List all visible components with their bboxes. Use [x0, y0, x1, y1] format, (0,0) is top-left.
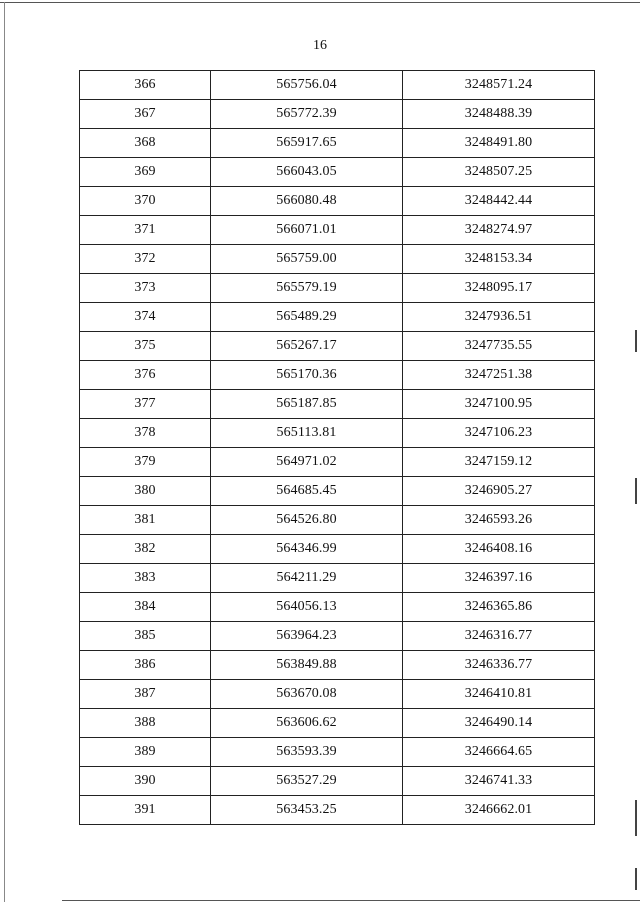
- y-coordinate-cell: 3247159.12: [403, 448, 595, 477]
- table-row: [80, 535, 595, 564]
- scan-margin-mark: [635, 478, 637, 504]
- x-coordinate-cell: 563964.23: [211, 622, 403, 651]
- table-row: [80, 158, 595, 187]
- y-coordinate-cell: 3247100.95: [403, 390, 595, 419]
- table-row: [80, 274, 595, 303]
- x-coordinate-cell: 563593.39: [211, 738, 403, 767]
- point-number-cell: 376: [80, 361, 211, 390]
- point-number-cell: 384: [80, 593, 211, 622]
- table-row: [80, 680, 595, 709]
- x-coordinate-cell: 565759.00: [211, 245, 403, 274]
- x-coordinate-cell: 566080.48: [211, 187, 403, 216]
- point-number-cell: 389: [80, 738, 211, 767]
- point-number-cell: 368: [80, 129, 211, 158]
- table-row: [80, 71, 595, 100]
- table-row: [80, 245, 595, 274]
- coordinate-table-body: [80, 71, 595, 825]
- table-row: [80, 593, 595, 622]
- point-number-cell: 371: [80, 216, 211, 245]
- point-number-cell: 383: [80, 564, 211, 593]
- x-coordinate-cell: 565772.39: [211, 100, 403, 129]
- x-coordinate-cell: 563527.29: [211, 767, 403, 796]
- point-number-cell: 375: [80, 332, 211, 361]
- point-number-cell: 387: [80, 680, 211, 709]
- table-row: [80, 709, 595, 738]
- page-number: 16: [313, 38, 327, 53]
- x-coordinate-cell: 565489.29: [211, 303, 403, 332]
- point-number-cell: 373: [80, 274, 211, 303]
- scan-top-edge: [0, 2, 640, 3]
- table-row: [80, 767, 595, 796]
- table-row: [80, 361, 595, 390]
- y-coordinate-cell: 3246490.14: [403, 709, 595, 738]
- point-number-cell: 369: [80, 158, 211, 187]
- y-coordinate-cell: 3248507.25: [403, 158, 595, 187]
- x-coordinate-cell: 564526.80: [211, 506, 403, 535]
- scan-margin-mark: [635, 800, 637, 836]
- x-coordinate-cell: 565579.19: [211, 274, 403, 303]
- y-coordinate-cell: 3247251.38: [403, 361, 595, 390]
- x-coordinate-cell: 565917.65: [211, 129, 403, 158]
- x-coordinate-cell: 563606.62: [211, 709, 403, 738]
- x-coordinate-cell: 564211.29: [211, 564, 403, 593]
- point-number-cell: 377: [80, 390, 211, 419]
- y-coordinate-cell: 3246365.86: [403, 593, 595, 622]
- x-coordinate-cell: 565113.81: [211, 419, 403, 448]
- coordinate-table: [79, 70, 595, 825]
- point-number-cell: 372: [80, 245, 211, 274]
- y-coordinate-cell: 3246664.65: [403, 738, 595, 767]
- scan-bottom-edge: [62, 900, 640, 901]
- table-row: [80, 506, 595, 535]
- scan-margin-mark: [635, 330, 637, 352]
- point-number-cell: 388: [80, 709, 211, 738]
- y-coordinate-cell: 3246905.27: [403, 477, 595, 506]
- x-coordinate-cell: 565267.17: [211, 332, 403, 361]
- y-coordinate-cell: 3246336.77: [403, 651, 595, 680]
- table-row: [80, 622, 595, 651]
- point-number-cell: 379: [80, 448, 211, 477]
- x-coordinate-cell: 565756.04: [211, 71, 403, 100]
- point-number-cell: 390: [80, 767, 211, 796]
- table-row: [80, 564, 595, 593]
- table-row: [80, 332, 595, 361]
- x-coordinate-cell: 563453.25: [211, 796, 403, 825]
- y-coordinate-cell: 3248488.39: [403, 100, 595, 129]
- y-coordinate-cell: 3246397.16: [403, 564, 595, 593]
- table-row: [80, 100, 595, 129]
- x-coordinate-cell: 563849.88: [211, 651, 403, 680]
- table-row: [80, 187, 595, 216]
- table-row: [80, 738, 595, 767]
- point-number-cell: 391: [80, 796, 211, 825]
- y-coordinate-cell: 3248491.80: [403, 129, 595, 158]
- x-coordinate-cell: 564685.45: [211, 477, 403, 506]
- y-coordinate-cell: 3246408.16: [403, 535, 595, 564]
- x-coordinate-cell: 564971.02: [211, 448, 403, 477]
- y-coordinate-cell: 3247106.23: [403, 419, 595, 448]
- point-number-cell: 367: [80, 100, 211, 129]
- y-coordinate-cell: 3246410.81: [403, 680, 595, 709]
- point-number-cell: 380: [80, 477, 211, 506]
- y-coordinate-cell: 3246593.26: [403, 506, 595, 535]
- y-coordinate-cell: 3246316.77: [403, 622, 595, 651]
- y-coordinate-cell: 3248153.34: [403, 245, 595, 274]
- y-coordinate-cell: 3248442.44: [403, 187, 595, 216]
- table-row: [80, 448, 595, 477]
- y-coordinate-cell: 3248095.17: [403, 274, 595, 303]
- x-coordinate-cell: 563670.08: [211, 680, 403, 709]
- table-row: [80, 477, 595, 506]
- table-row: [80, 390, 595, 419]
- x-coordinate-cell: 564346.99: [211, 535, 403, 564]
- scan-left-edge: [4, 2, 5, 902]
- y-coordinate-cell: 3248571.24: [403, 71, 595, 100]
- point-number-cell: 370: [80, 187, 211, 216]
- point-number-cell: 381: [80, 506, 211, 535]
- point-number-cell: 386: [80, 651, 211, 680]
- y-coordinate-cell: 3246741.33: [403, 767, 595, 796]
- y-coordinate-cell: 3248274.97: [403, 216, 595, 245]
- point-number-cell: 366: [80, 71, 211, 100]
- x-coordinate-cell: 564056.13: [211, 593, 403, 622]
- table-row: [80, 129, 595, 158]
- table-row: [80, 419, 595, 448]
- x-coordinate-cell: 566071.01: [211, 216, 403, 245]
- point-number-cell: 378: [80, 419, 211, 448]
- table-row: [80, 303, 595, 332]
- table-row: [80, 796, 595, 825]
- point-number-cell: 385: [80, 622, 211, 651]
- x-coordinate-cell: 565170.36: [211, 361, 403, 390]
- y-coordinate-cell: 3247735.55: [403, 332, 595, 361]
- y-coordinate-cell: 3246662.01: [403, 796, 595, 825]
- point-number-cell: 374: [80, 303, 211, 332]
- x-coordinate-cell: 566043.05: [211, 158, 403, 187]
- x-coordinate-cell: 565187.85: [211, 390, 403, 419]
- point-number-cell: 382: [80, 535, 211, 564]
- table-row: [80, 651, 595, 680]
- scan-margin-mark: [635, 868, 637, 890]
- y-coordinate-cell: 3247936.51: [403, 303, 595, 332]
- table-row: [80, 216, 595, 245]
